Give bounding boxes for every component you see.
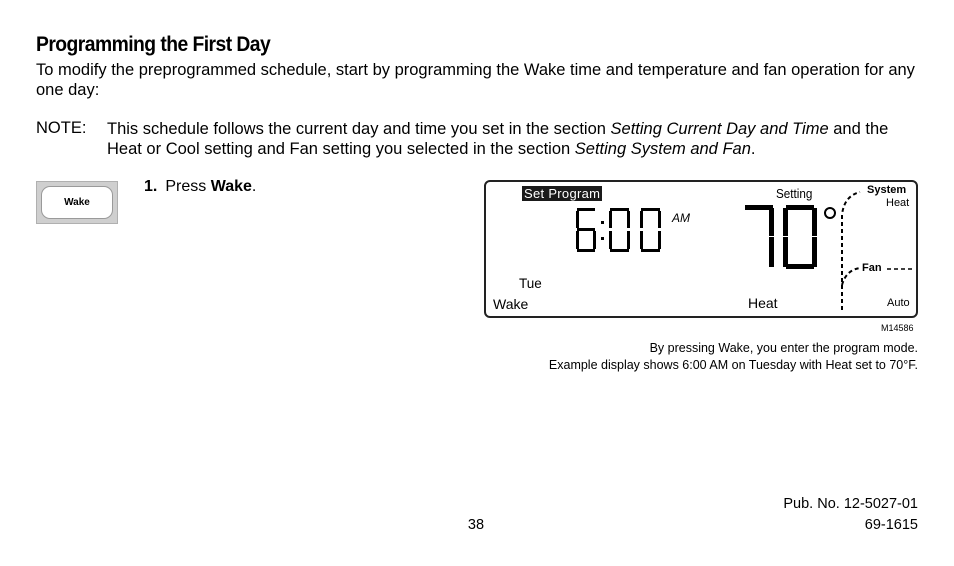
note-ref-current-day: Setting Current Day and Time xyxy=(610,120,829,138)
mode-indicator: Heat xyxy=(748,295,778,311)
time-colon xyxy=(601,221,604,240)
page-number: 38 xyxy=(467,517,485,533)
system-value: Heat xyxy=(886,197,910,209)
fan-value: Auto xyxy=(887,297,910,309)
set-program-indicator: Set Program xyxy=(524,186,601,201)
publication-number: Pub. No. 12-5027-01 xyxy=(783,496,918,512)
fan-label: Fan xyxy=(862,262,882,274)
figure-id: M14586 xyxy=(881,323,914,333)
step-number: 1. xyxy=(144,178,158,195)
note-text-part: and the Heat or Cool setting and Fan setting you selected in the section xyxy=(107,120,889,158)
am-indicator: AM xyxy=(672,211,690,225)
step-key: Wake xyxy=(210,178,252,195)
setting-label: Setting xyxy=(776,186,813,201)
step-end: . xyxy=(251,178,257,195)
wake-button-label: Wake xyxy=(41,186,113,219)
document-number: 69-1615 xyxy=(864,517,918,533)
day-indicator: Tue xyxy=(519,276,542,291)
figure-caption-line-1: By pressing Wake, you enter the program mode. xyxy=(649,341,918,355)
digit-7 xyxy=(745,205,774,267)
note-label: NOTE: xyxy=(36,119,87,137)
digit-0 xyxy=(609,208,630,252)
system-label: System xyxy=(867,184,907,196)
intro-paragraph: To modify the preprogrammed schedule, start by programming the Wake time and temperature and fan operation for any one day: xyxy=(36,61,915,99)
period-indicator: Wake xyxy=(493,296,529,312)
digit-6 xyxy=(576,208,596,252)
digit-0 xyxy=(783,205,817,269)
figure-caption-line-2: Example display shows 6:00 AM on Tuesday with Heat set to 70°F. xyxy=(548,358,918,372)
time-readout xyxy=(574,206,670,254)
note-ref-system-fan: Setting System and Fan xyxy=(574,140,751,158)
temperature-readout xyxy=(742,204,842,270)
degree-symbol xyxy=(825,208,835,218)
note-text-part: . xyxy=(750,140,756,158)
page-title: Programming the First Day xyxy=(36,33,271,56)
digit-0 xyxy=(640,208,661,252)
step-text: Press xyxy=(165,178,211,195)
note-text-part: This schedule follows the current day and time you set in the section xyxy=(107,120,611,138)
